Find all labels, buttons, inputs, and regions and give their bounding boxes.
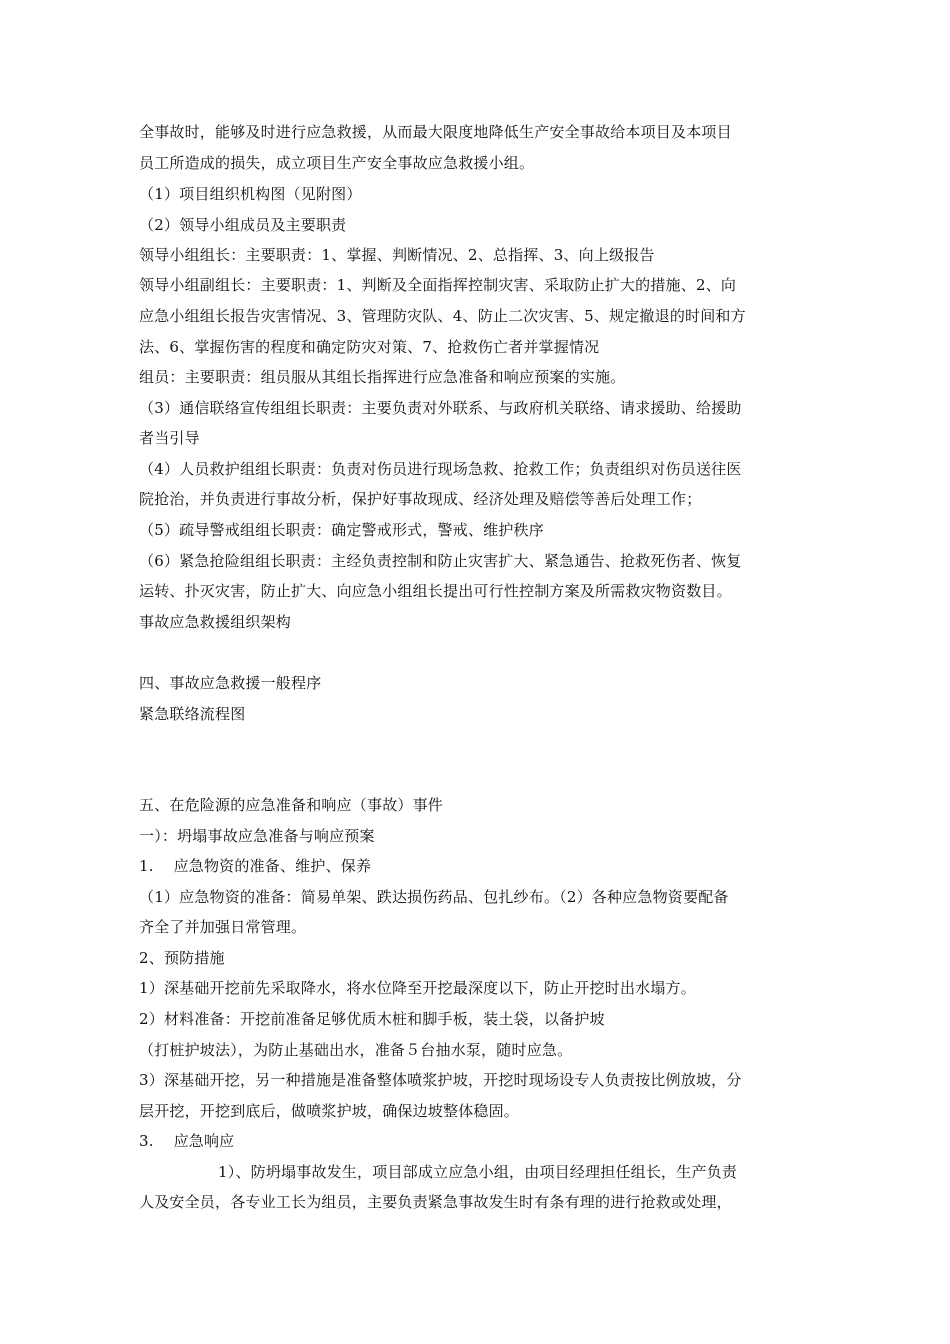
text-line: （打桩护坡法），为防止基础出水，准备５台抽水泵，随时应急。 <box>139 1041 573 1059</box>
text-line: 3. 应急响应 <box>139 1132 235 1150</box>
text-line: 领导小组副组长：主要职责：1、判断及全面指挥控制灾害、采取防止扩大的措施、2、向 <box>139 276 737 294</box>
text-line: 运转、扑灭灾害，防止扩大、向应急小组组长提出可行性控制方案及所需救灾物资数目。 <box>139 582 732 600</box>
section-heading: 四、事故应急救援一般程序 <box>139 674 322 692</box>
subsection-heading: 一）：坍塌事故应急准备与响应预案 <box>139 827 375 845</box>
text-line: 组员：主要职责：组员服从其组长指挥进行应急准备和响应预案的实施。 <box>139 368 626 386</box>
text-line: 2、预防措施 <box>139 949 225 967</box>
text-line: 1）、防坍塌事故发生，项目部成立应急小组，由项目经理担任组长，生产负责 <box>218 1163 738 1181</box>
text-line: （1）项目组织机构图（见附图） <box>139 185 362 203</box>
text-line: 人及安全员，各专业工长为组员，主要负责紧急事故发生时有条有理的进行抢救或处理， <box>139 1193 732 1211</box>
section-heading: 五、在危险源的应急准备和响应（事故）事件 <box>139 796 444 814</box>
text-line: 层开挖，开挖到底后，做喷浆护坡，确保边坡整体稳固。 <box>139 1102 520 1120</box>
text-line: 1. 应急物资的准备、维护、保养 <box>139 857 372 875</box>
text-line: （3）通信联络宣传组组长职责：主要负责对外联系、与政府机关联络、请求援助、给援助 <box>139 399 742 417</box>
text-line: 员工所造成的损失，成立项目生产安全事故应急救援小组。 <box>139 154 535 172</box>
text-line: （4）人员救护组组长职责：负责对伤员进行现场急救、抢救工作；负责组织对伤员送往医 <box>139 460 742 478</box>
text-line: 者当引导 <box>139 429 200 447</box>
text-line: 齐全了并加强日常管理。 <box>139 918 307 936</box>
text-line: （1）应急物资的准备：简易单架、跌达损伤药品、包扎纱布。（2）各种应急物资要配备 <box>139 888 729 906</box>
text-line: （6）紧急抢险组组长职责：主经负责控制和防止灾害扩大、紧急通告、抢救死伤者、恢复 <box>139 552 742 570</box>
text-line: 3）深基础开挖，另一种措施是准备整体喷浆护坡，开挖时现场设专人负责按比例放坡，分 <box>139 1071 742 1089</box>
text-line: 领导小组组长：主要职责：1、掌握、判断情况、2、总指挥、3、向上级报告 <box>139 246 655 264</box>
text-line: 1）深基础开挖前先采取降水，将水位降至开挖最深度以下，防止开挖时出水塌方。 <box>139 979 696 997</box>
section-heading: 事故应急救援组织架构 <box>139 613 292 631</box>
text-line: 2）材料准备：开挖前准备足够优质木桩和脚手板，装土袋，以备护坡 <box>139 1010 605 1028</box>
text-line: 全事故时，能够及时进行应急救援，从而最大限度地降低生产安全事故给本项目及本项目 <box>139 123 732 141</box>
text-line: 院抢治，并负责进行事故分析，保护好事故现成、经济处理及赔偿等善后处理工作； <box>139 490 702 508</box>
text-line: （2）领导小组成员及主要职责 <box>139 216 347 234</box>
text-line: （5）疏导警戒组组长职责：确定警戒形式，警戒、维护秩序 <box>139 521 544 539</box>
text-line: 应急小组组长报告灾害情况、3、管理防灾队、4、防止二次灾害、5、规定撤退的时间和方 <box>139 307 746 325</box>
section-heading: 紧急联络流程图 <box>139 705 246 723</box>
text-line: 法、6、掌握伤害的程度和确定防灾对策、7、抢救伤亡者并掌握情况 <box>139 338 600 356</box>
